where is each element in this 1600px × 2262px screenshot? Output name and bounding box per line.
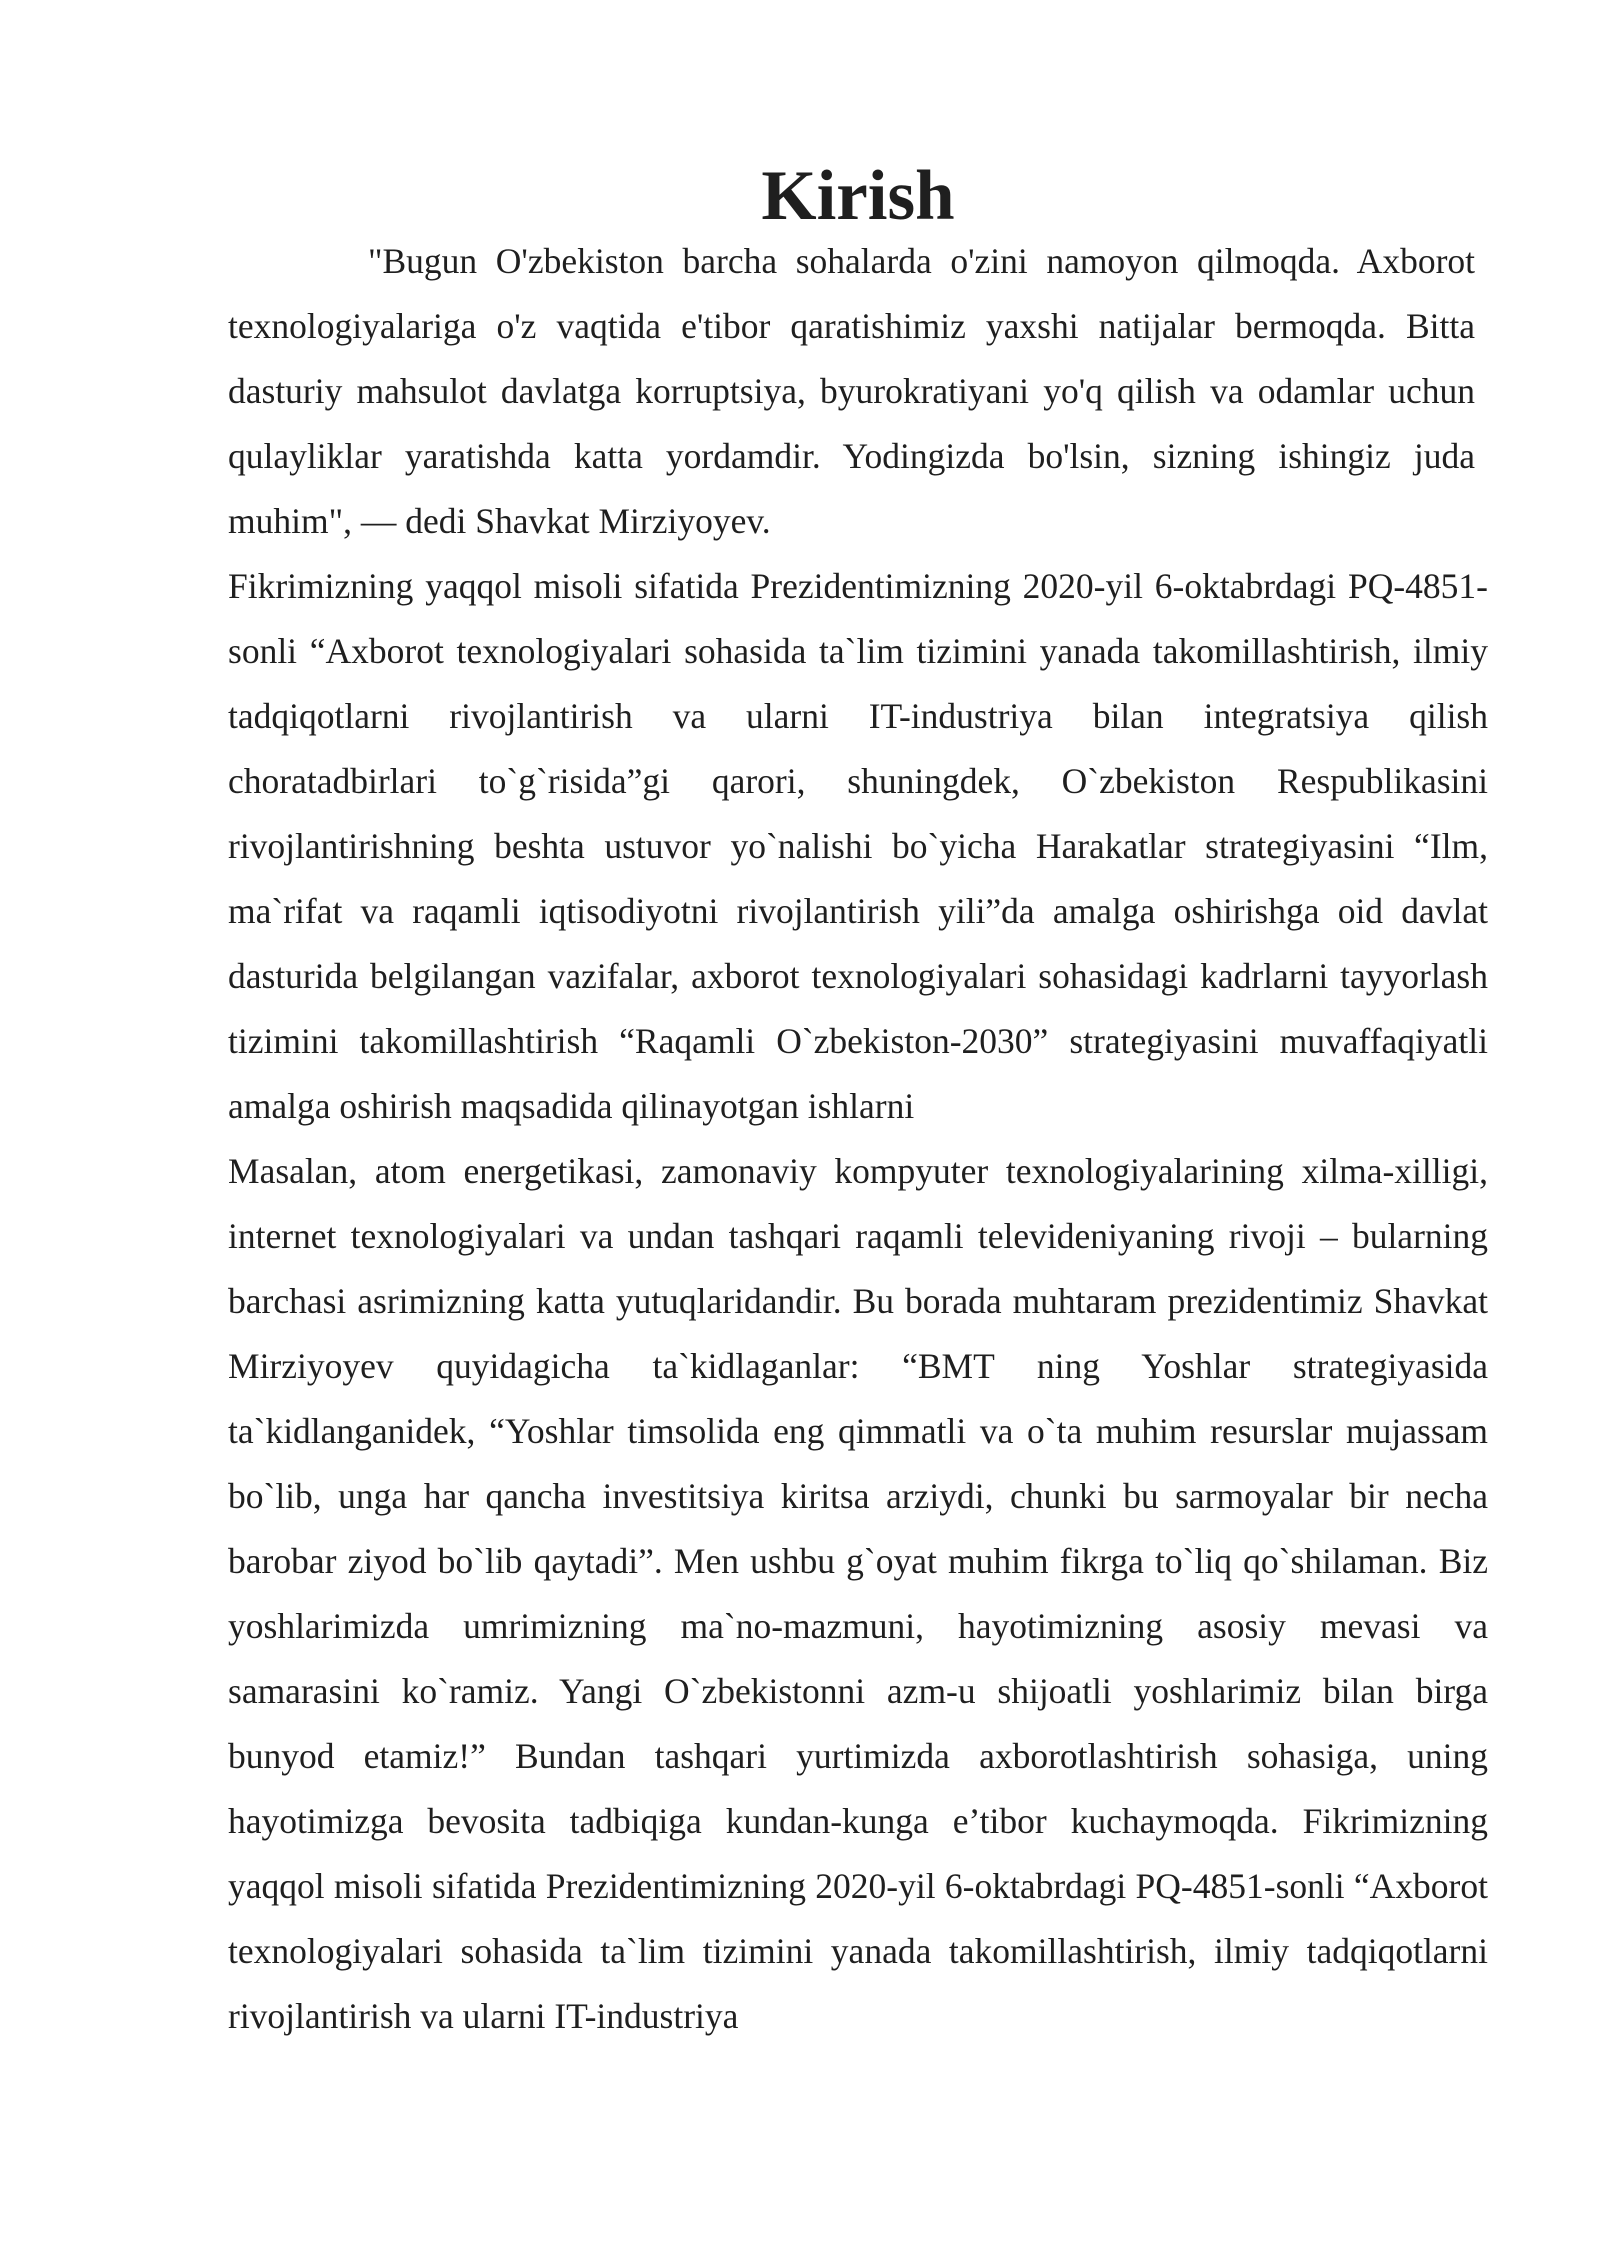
body-paragraph-2: Masalan, atom energetikasi, zamonaviy kompyuter texnologiyalarining xilma-xilligi, internet texnologiyalari va undan tashqari raqamli televideniyaning rivoji – bularning barchasi asrimizning katta yutuqlaridandir. Bu borada muhtaram prezidentimiz Shavkat Mirziyoyev quyidagicha ta`kidlaganlar: “BMT ning Yoshlar strategiyasida ta`kidlanganidek, “Yoshlar timsolida eng qimmatli va o`ta muhim resurslar mujassam bo`lib, unga har qancha investitsiya kiritsa arziydi, chunki bu sarmoyalar bir necha barobar ziyod bo`lib qaytadi”. Men ushbu g`oyat muhim fikrga to`liq qo`shilaman. Biz yoshlarimizda umrimizning ma`no-mazmuni, hayotimizning asosiy mevasi va samarasini ko`ramiz. Yangi O`zbekistonni azm-u shijoatli yoshlarimiz bilan birga bunyod etamiz!” Bundan tashqari yurtimizda axborotlashtirish sohasiga, uning hayotimizga bevosita tadbiqiga kundan-kunga e’tibor kuchaymoqda. Fikrimizning yaqqol misoli sifatida Prezidentimizning 2020-yil 6-oktabrdagi PQ-4851-sonli “Axborot texnologiyalari sohasida ta`lim tizimini yanada takomillashtirish, ilmiy tadqiqotlarni rivojlantirish va ularni IT-industriya [228,1151,1488,2036]
document-body [228,157,1488,2049]
body-paragraph-1: Fikrimizning yaqqol misoli sifatida Prezidentimizning 2020-yil 6-oktabrdagi PQ-4851-sonli “Axborot texnologiyalari sohasida ta`lim tizimini yanada takomillashtirish, ilmiy tadqiqotlarni rivojlantirish va ularni IT-industriya bilan integratsiya qilish choratadbirlari to`g`risida”gi qarori, shuningdek, O`zbekiston Respublikasini rivojlantirishning beshta ustuvor yo`nalishi bo`yicha Harakatlar strategiyasini “Ilm, ma`rifat va raqamli iqtisodiyotni rivojlantirish yili”da amalga oshirishga oid davlat dasturida belgilangan vazifalar, axborot texnologiyalari sohasidagi kadrlarni tayyorlash tizimini takomillashtirish “Raqamli O`zbekiston-2030” strategiyasini muvaffaqiyatli amalga oshirish maqsadida qilinayotgan ishlarni [228,566,1488,1126]
page-title: Kirish [761,157,955,235]
quote-paragraph: "Bugun O'zbekiston barcha sohalarda o'zini namoyon qilmoqda. Axborot texnologiyalariga o'z vaqtida e'tibor qaratishimiz yaxshi natijalar bermoqda. Bitta dasturiy mahsulot davlatga korruptsiya, byurokratiyani yo'q qilish va odamlar uchun qulayliklar yaratishda katta yordamdir. Yodingizda bo'lsin, sizning ishingiz juda muhim", — dedi Shavkat Mirziyoyev. [228,241,1475,541]
